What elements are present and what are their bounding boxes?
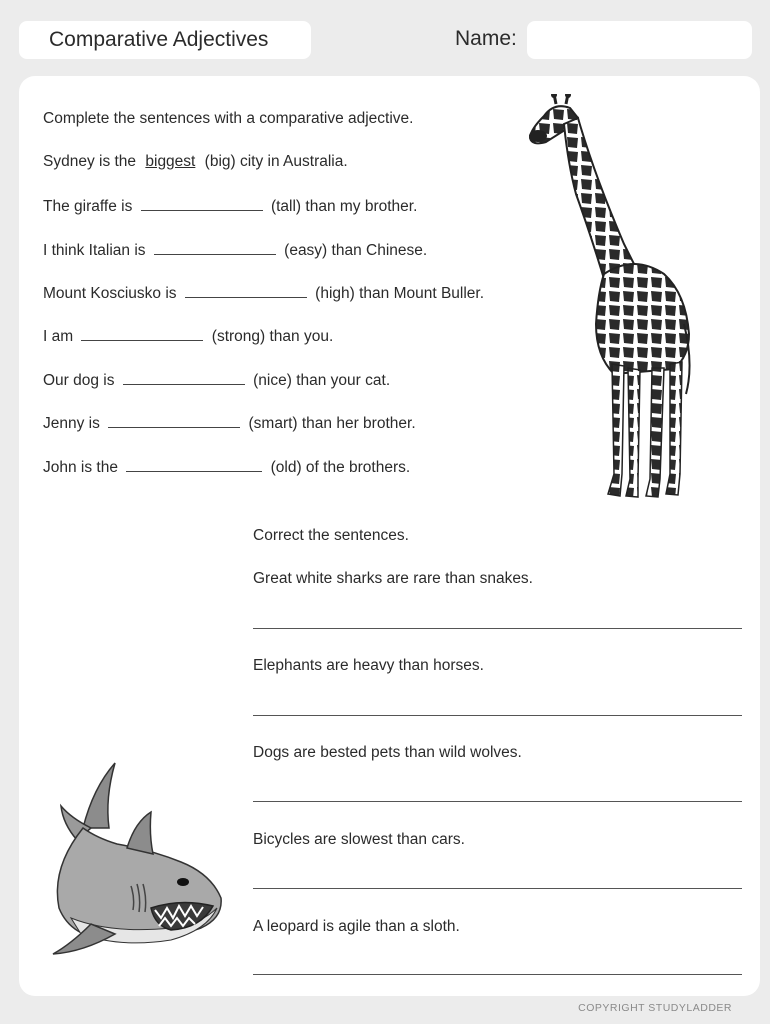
correction-sentence-5: A leopard is agile than a sloth. <box>253 918 460 935</box>
sentence-text: The giraffe is <box>43 198 133 215</box>
sentence-7 <box>43 458 410 477</box>
name-label: Name: <box>455 27 517 50</box>
name-field[interactable] <box>527 21 752 59</box>
answer-blank[interactable] <box>185 284 307 298</box>
worksheet-card <box>19 76 760 996</box>
shark-illustration <box>31 758 227 964</box>
sentence-text: Jenny is <box>43 415 100 432</box>
sentence-text: John is the <box>43 459 118 476</box>
answer-blank[interactable] <box>81 327 203 341</box>
sentence-text: (strong) than you. <box>211 328 334 345</box>
sentence-text: (tall) than my brother. <box>270 198 418 215</box>
sentence-text: (high) than Mount Buller. <box>315 285 485 302</box>
part1-instruction: Complete the sentences with a comparative adjective. <box>43 110 414 127</box>
sentence-text: (easy) than Chinese. <box>284 242 428 259</box>
page-title: Comparative Adjectives <box>49 28 269 51</box>
answer-blank[interactable] <box>141 197 263 211</box>
writing-line[interactable] <box>253 715 742 716</box>
answer-blank[interactable] <box>123 371 245 385</box>
correction-sentence-4: Bicycles are slowest than cars. <box>253 831 465 848</box>
sentence-text: (smart) than her brother. <box>248 415 416 432</box>
sentence-text: Mount Kosciusko is <box>43 285 177 302</box>
sentence-text: (old) of the brothers. <box>270 459 411 476</box>
example-answer: biggest <box>145 153 196 170</box>
sentence-6 <box>43 414 416 433</box>
answer-blank[interactable] <box>126 458 262 472</box>
writing-line[interactable] <box>253 888 742 889</box>
correction-sentence-2: Elephants are heavy than horses. <box>253 657 484 674</box>
writing-line[interactable] <box>253 801 742 802</box>
sentence-1 <box>43 197 417 216</box>
sentence-text: I think Italian is <box>43 242 146 259</box>
sentence-text: I am <box>43 328 74 345</box>
correction-sentence-1: Great white sharks are rare than snakes. <box>253 570 533 587</box>
sentence-text: Our dog is <box>43 372 115 389</box>
example-before: Sydney is the <box>43 153 137 170</box>
sentence-5 <box>43 371 390 390</box>
answer-blank[interactable] <box>154 241 276 255</box>
writing-line[interactable] <box>253 974 742 975</box>
title-box <box>19 21 311 59</box>
sentence-3 <box>43 284 484 303</box>
writing-line[interactable] <box>253 628 742 629</box>
example-sentence <box>43 153 348 171</box>
sentence-2 <box>43 241 427 260</box>
part2-instruction: Correct the sentences. <box>253 527 409 544</box>
sentence-text: (nice) than your cat. <box>253 372 391 389</box>
answer-blank[interactable] <box>108 414 240 428</box>
example-after: (big) city in Australia. <box>204 153 348 170</box>
copyright-text: COPYRIGHT STUDYLADDER <box>578 1002 732 1014</box>
correction-sentence-3: Dogs are bested pets than wild wolves. <box>253 744 522 761</box>
sentence-4 <box>43 327 333 346</box>
giraffe-illustration <box>524 94 704 509</box>
